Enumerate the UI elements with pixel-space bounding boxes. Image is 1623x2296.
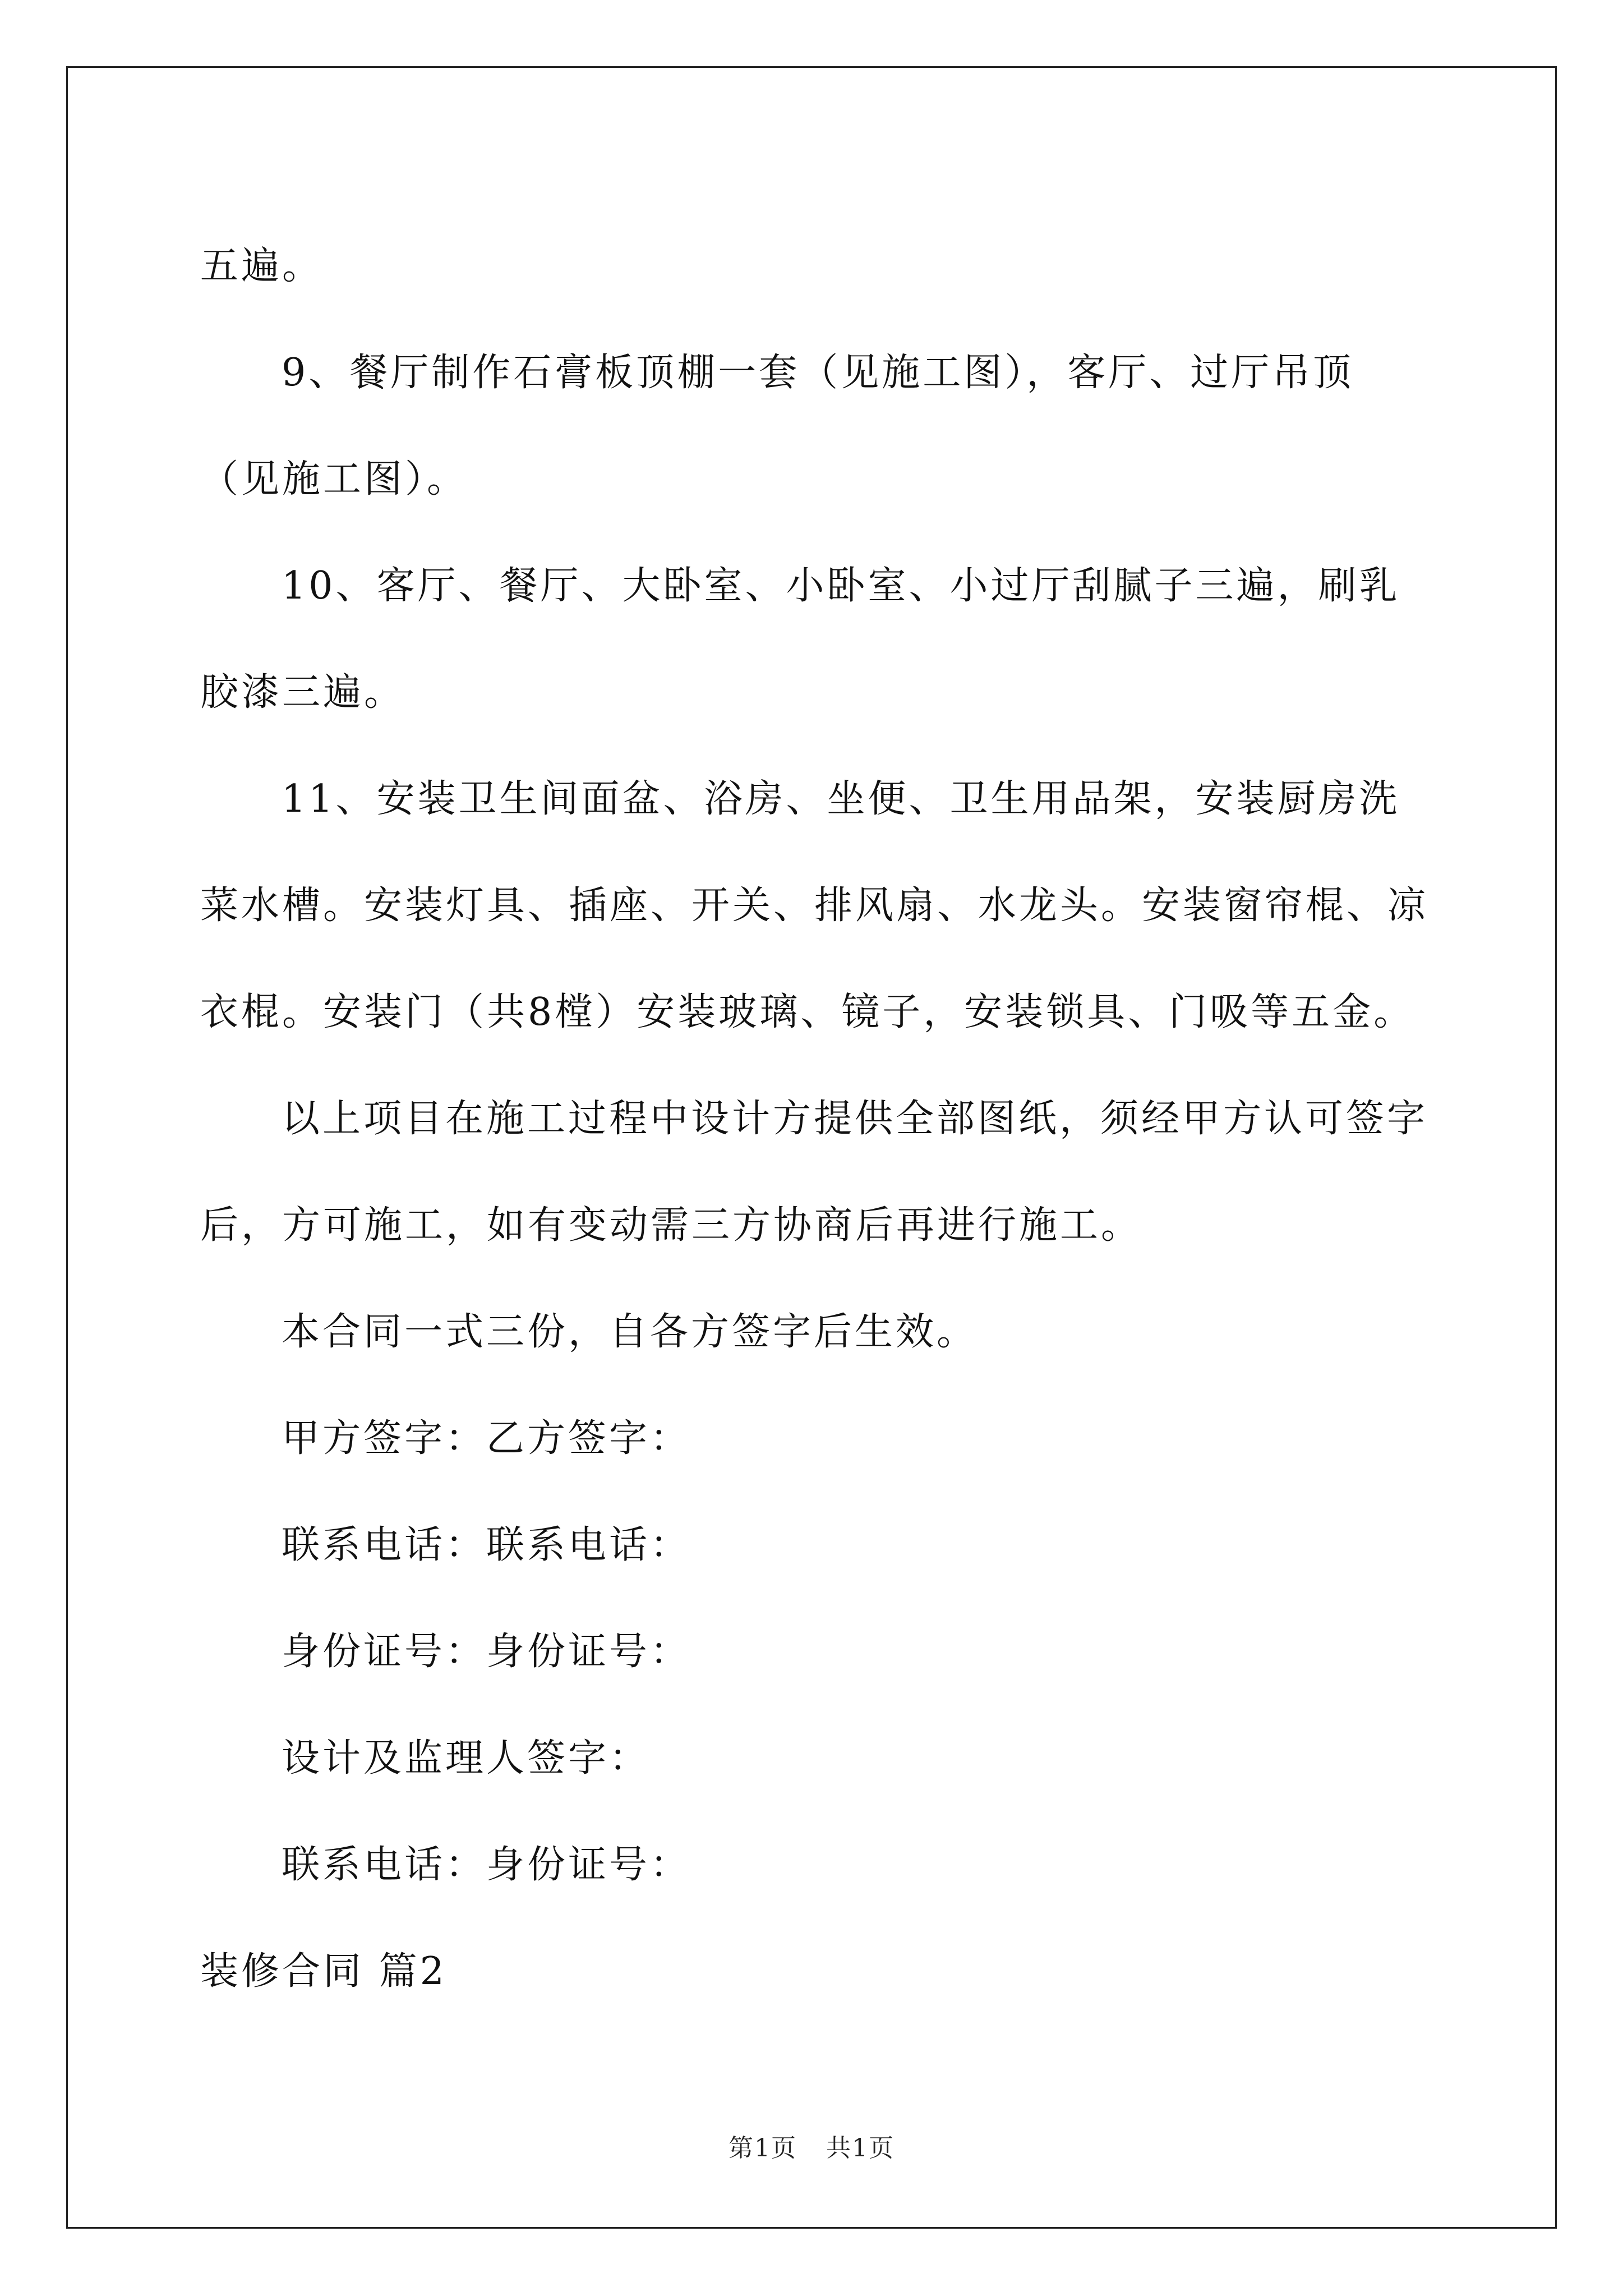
page-number: 第1页 bbox=[728, 2134, 797, 2162]
page-total: 共1页 bbox=[826, 2134, 895, 2162]
paragraph-item-11: 11、安装卫生间面盆、浴房、坐便、卫生用品架，安装厨房洗菜水槽。安装灯具、插座、开关、排风扇、水龙头。安装窗帘棍、凉衣棍。安装门（共8樘）安装玻璃、镜子，安装锁具、门吸等五金。 bbox=[200, 777, 1429, 1034]
phone-line-parties: 联系电话：联系电话： bbox=[282, 1523, 691, 1567]
section-heading: 装修合同 篇2 bbox=[200, 1949, 447, 1994]
paragraph-continuation: 五遍。 bbox=[200, 244, 324, 288]
signature-line-designer: 设计及监理人签字： bbox=[282, 1736, 651, 1780]
signature-line-parties: 甲方签字：乙方签字： bbox=[282, 1416, 691, 1461]
contact-line-designer: 联系电话：身份证号： bbox=[282, 1843, 691, 1887]
paragraph-item-9: 9、餐厅制作石膏板顶棚一套（见施工图），客厅、过厅吊顶（见施工图）。 bbox=[200, 351, 1354, 501]
page-footer bbox=[0, 2132, 1623, 2165]
paragraph-design-approval: 以上项目在施工过程中设计方提供全部图纸，须经甲方认可签字后，方可施工，如有变动需三方协商后再进行施工。 bbox=[200, 1097, 1428, 1248]
document-body bbox=[200, 213, 1428, 2025]
id-line-parties: 身份证号：身份证号： bbox=[282, 1630, 691, 1674]
paragraph-item-10: 10、客厅、餐厅、大卧室、小卧室、小过厅刮腻子三遍，刷乳胶漆三遍。 bbox=[200, 564, 1400, 715]
paragraph-contract-copies: 本合同一式三份，自各方签字后生效。 bbox=[282, 1310, 978, 1354]
